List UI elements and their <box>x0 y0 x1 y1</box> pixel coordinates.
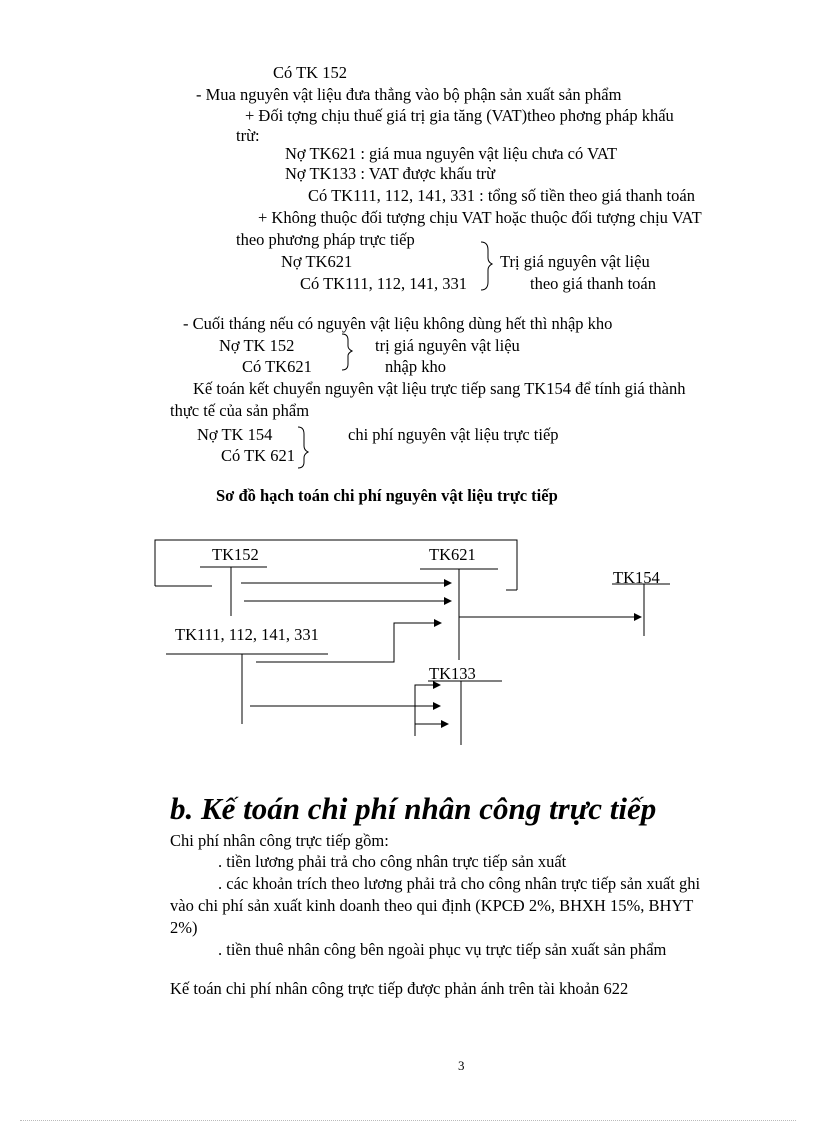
brace-1 <box>481 242 492 290</box>
line-chi-phi-nvl: chi phí nguyên vật liệu trực tiếp <box>348 425 559 444</box>
line-co-tk152: Có TK 152 <box>273 63 347 82</box>
page-number: 3 <box>458 1058 465 1073</box>
line-cuoi-thang: - Cuối tháng nếu có nguyên vật liệu không dùng hết thì nhập kho <box>183 314 613 333</box>
section-b-item2b: vào chi phí sản xuất kinh doanh theo qui định (KPCĐ 2%, BHXH 15%, BHYT <box>170 896 694 915</box>
line-no-tk621-b: Nợ TK621 <box>281 252 353 271</box>
section-b-item2a: . các khoản trích theo lương phải trả cho công nhân trực tiếp sản xuất ghi <box>218 874 701 893</box>
section-b-item1: . tiền lương phải trả cho công nhân trực tiếp sản xuất <box>218 852 567 871</box>
section-b-item2c: 2%) <box>170 918 198 937</box>
arrow-111-133 <box>415 685 440 736</box>
line-thuc-te: thực tế của sản phẩm <box>170 401 310 420</box>
line-nhap-kho: nhập kho <box>385 357 446 376</box>
line-tri-gia-nvl: Trị giá nguyên vật liệu <box>500 252 650 271</box>
line-no-tk133: Nợ TK133 : VAT được khấu trừ <box>285 164 496 183</box>
label-tk152: TK152 <box>212 545 259 564</box>
line-co-tk621: Có TK621 <box>242 357 312 376</box>
section-b-closing: Kế toán chi phí nhân công trực tiếp được phản ánh trên tài khoản 622 <box>170 979 629 998</box>
line-co-tk111: Có TK111, 112, 141, 331 : tổng số tiền theo giá thanh toán <box>308 186 695 205</box>
section-b-intro: Chi phí nhân công trực tiếp gồm: <box>170 831 389 850</box>
label-tk621: TK621 <box>429 545 476 564</box>
line-co-tk111-b: Có TK111, 112, 141, 331 <box>300 274 467 293</box>
line-mua-nvl: - Mua nguyên vật liệu đưa thẳng vào bộ phận sản xuất sản phẩm <box>196 85 622 104</box>
page-bottom-divider <box>20 1120 796 1121</box>
line-no-tk152: Nợ TK 152 <box>219 336 295 355</box>
line-doi-tuong-vat: + Đối tợng chịu thuế giá trị gia tăng (VAT)theo phơng pháp khấu <box>245 106 674 125</box>
line-khong-thuoc-vat: + Không thuộc đối tượng chịu VAT hoặc thuộc đối tượng chịu VAT <box>258 208 702 227</box>
brace-2 <box>342 334 352 370</box>
line-ket-chuyen: Kế toán kết chuyển nguyên vật liệu trực tiếp sang TK154 để tính giá thành <box>193 379 686 398</box>
label-tk133: TK133 <box>429 664 476 683</box>
line-tru: trừ: <box>236 126 260 145</box>
line-no-tk154: Nợ TK 154 <box>197 425 273 444</box>
label-tk111: TK111, 112, 141, 331 <box>175 625 319 644</box>
line-no-tk621: Nợ TK621 : giá mua nguyên vật liệu chưa có VAT <box>285 144 618 163</box>
section-b-item3: . tiền thuê nhân công bên ngoài phục vụ trực tiếp sản xuất sản phẩm <box>218 940 667 959</box>
section-b-heading: b. Kế toán chi phí nhân công trực tiếp <box>170 791 657 826</box>
line-co-tk621-b: Có TK 621 <box>221 446 295 465</box>
brace-3 <box>298 427 308 468</box>
diagram-title: Sơ đồ hạch toán chi phí nguyên vật liệu trực tiếp <box>216 486 558 505</box>
line-theo-gia-tt: theo giá thanh toán <box>530 274 657 293</box>
label-tk154: TK154 <box>613 568 660 587</box>
line-phuong-phap: theo phương pháp trực tiếp <box>236 230 415 249</box>
line-tri-gia-nvl-2: trị giá nguyên vật liệu <box>375 336 520 355</box>
